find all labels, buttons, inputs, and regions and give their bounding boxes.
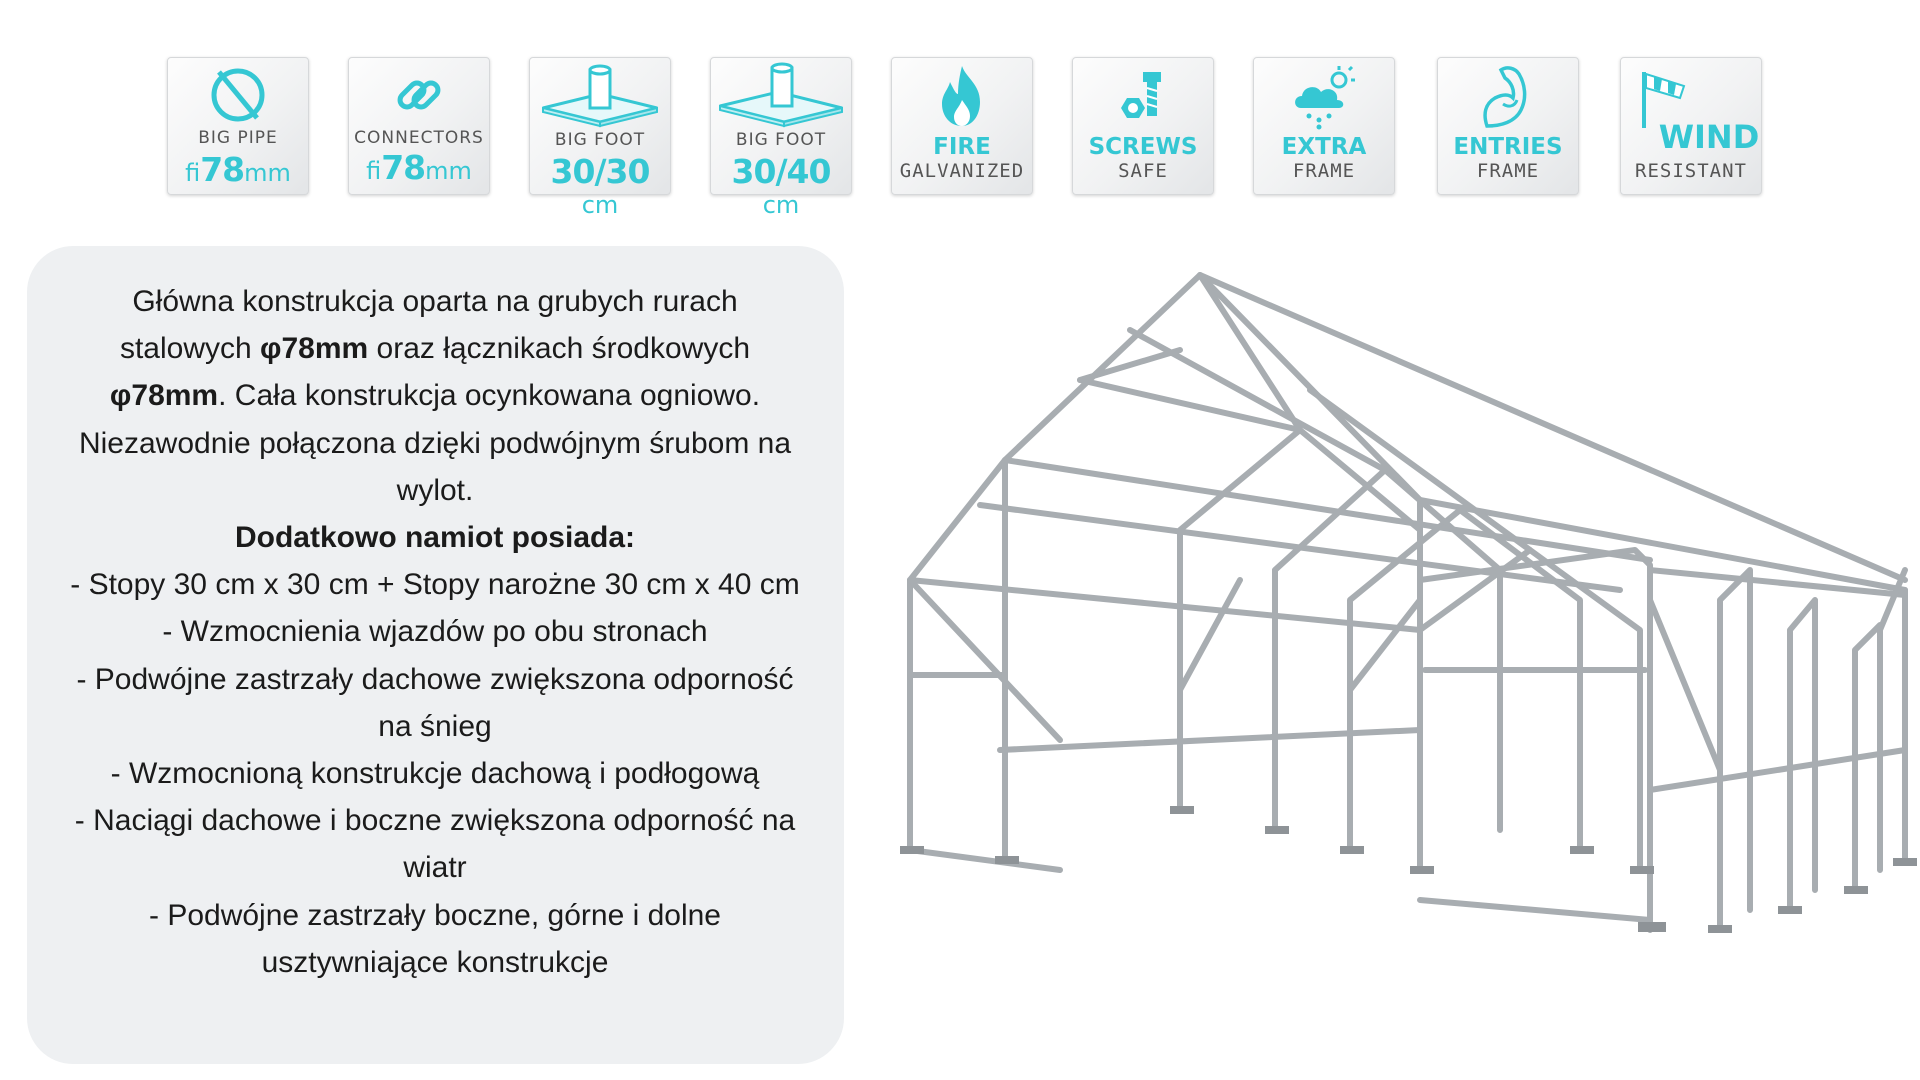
no-diameter-icon	[168, 64, 308, 130]
feature-item: - Podwójne zastrzały boczne, górne i dolne usztywniające konstrukcje	[149, 898, 721, 979]
badge-sub: RESISTANT	[1635, 160, 1747, 182]
badge-label: BIG FOOT	[735, 130, 827, 150]
feature-item: - Stopy 30 cm x 30 cm + Stopy narożne 30 cm x 40 cm	[70, 568, 800, 602]
badge-extra-frame	[1253, 57, 1395, 195]
flexed-arm-icon	[1438, 64, 1578, 130]
badge-sub: SAFE	[1118, 160, 1168, 182]
badge-value: fi78mm	[366, 148, 472, 187]
badge-sub: FRAME	[1476, 160, 1540, 182]
badge-value: 30/30 cm	[550, 152, 650, 219]
snow-cloud-icon	[1254, 64, 1394, 130]
features-heading: Dodatkowo namiot posiada:	[234, 521, 636, 555]
badge-sub: FRAME	[1292, 160, 1356, 182]
badge-wind-resistant	[1620, 57, 1762, 195]
feature-item: - Podwójne zastrzały dachowe zwiększona odporność na śnieg	[76, 662, 794, 743]
badge-accent: FIRE	[933, 134, 991, 160]
badge-fire-galvanized	[891, 57, 1033, 195]
badge-accent: WIND	[1658, 118, 1760, 156]
base-plate-icon	[530, 64, 670, 130]
feature-badges	[0, 57, 1920, 219]
tent-frame-illustration	[880, 270, 1920, 940]
feature-item: - Wzmocnienia wjazdów po obu stronach	[162, 615, 708, 649]
badge-big-foot-30-40	[710, 57, 852, 219]
badge-value: fi78mm	[185, 150, 291, 189]
badge-big-foot-30-30	[529, 57, 671, 219]
badge-sub: GALVANIZED	[899, 160, 1025, 182]
badge-accent: ENTRIES	[1453, 134, 1563, 160]
badge-label: BIG PIPE	[198, 128, 278, 148]
feature-item: - Wzmocnioną konstrukcje dachową i podłogową	[110, 757, 760, 791]
badge-big-pipe	[167, 57, 309, 195]
badge-entries-frame	[1437, 57, 1579, 195]
badge-label: BIG FOOT	[554, 130, 646, 150]
badge-value: 30/40 cm	[731, 152, 831, 219]
feature-item: - Naciągi dachowe i boczne zwiększona odporność na wiatr	[74, 804, 796, 885]
badge-connectors	[348, 57, 490, 195]
badge-screws-safe	[1072, 57, 1214, 195]
screw-nut-icon	[1073, 64, 1213, 130]
chain-link-icon	[349, 64, 489, 130]
description-text	[70, 278, 800, 986]
badge-label: CONNECTORS	[354, 128, 484, 148]
badge-accent: EXTRA	[1281, 134, 1367, 160]
description-intro: Główna konstrukcja oparta na grubych rurach stalowych φ78mm oraz łącznikach środkowych φ78mm. Cała konstrukcja ocynkowana ogniowo. Niezawodnie połączona dzięki podwójnym śrubom na wylot.	[78, 285, 792, 507]
base-plate-icon	[711, 64, 851, 130]
badge-accent: SCREWS	[1088, 134, 1198, 160]
flame-icon	[892, 64, 1032, 130]
